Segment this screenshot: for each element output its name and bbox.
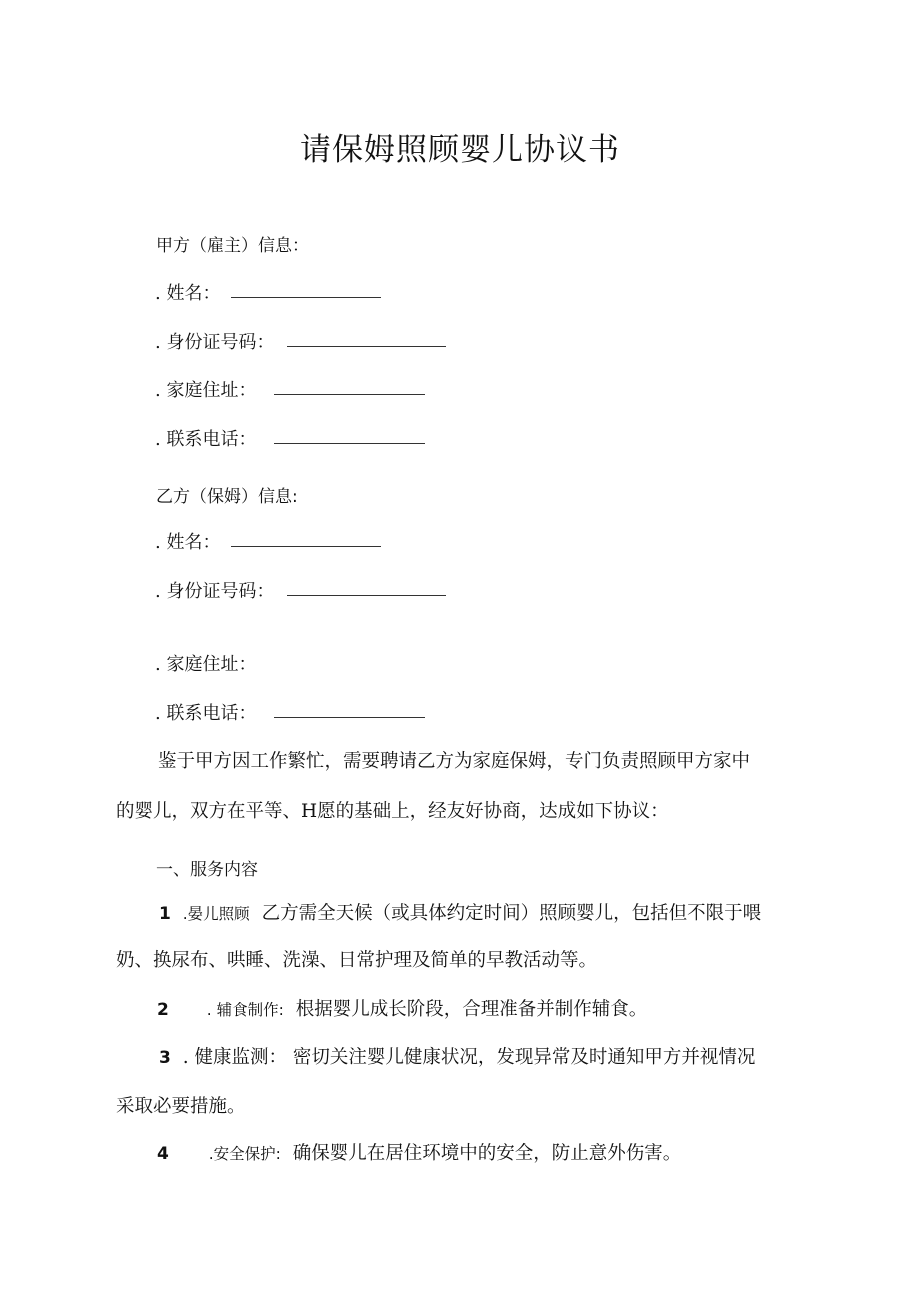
party-a-address-blank[interactable] — [274, 380, 425, 395]
party-b-id-row — [155, 577, 274, 603]
service-item-4 — [157, 1139, 681, 1165]
party-a-name-label: . 姓名： — [155, 283, 221, 304]
item-1-number: 1 — [159, 904, 171, 924]
party-a-address-label: . 家庭住址： — [155, 380, 257, 401]
party-a-name-blank[interactable] — [231, 283, 381, 298]
intro-line-2: 的婴儿，双方在平等、H愿的基础上，经友好协商，达成如下协议： — [116, 801, 669, 822]
party-b-phone-label: . 联系电话： — [155, 703, 257, 724]
item-3-text-cont: 采取必要措施。 — [116, 1096, 246, 1117]
service-item-3 — [159, 1043, 755, 1069]
party-b-name-label: . 姓名： — [155, 532, 221, 553]
party-a-name-row — [155, 279, 220, 305]
party-a-address-row — [155, 376, 256, 402]
section-1-heading: 一、服务内容 — [156, 860, 258, 880]
item-3-tag: . 健康监测： — [182, 1047, 287, 1068]
item-1-tag: .晏儿照顾 — [182, 905, 250, 923]
party-b-name-blank[interactable] — [231, 532, 381, 547]
document-title: 请保姆照顾婴儿协议书 — [300, 132, 620, 168]
party-b-phone-row — [155, 699, 256, 725]
item-1-text: 乙方需全天候（或具体约定时间）照顾婴儿，包括但不限于喂 — [261, 903, 762, 924]
item-2-number: 2 — [157, 1000, 169, 1020]
item-3-text: 密切关注婴儿健康状况，发现异常及时通知甲方并视情况 — [292, 1047, 756, 1068]
party-a-heading: 甲方（雇主）信息： — [156, 236, 309, 256]
party-b-id-blank[interactable] — [287, 581, 446, 596]
item-2-text: 根据婴儿成长阶段，合理准备并制作辅食。 — [295, 999, 648, 1020]
item-4-text: 确保婴儿在居住环境中的安全，防止意外伤害。 — [292, 1143, 682, 1164]
item-1-text-cont: 奶、换尿布、哄睡、洗澡、日常护理及简单的早教活动等。 — [116, 950, 598, 971]
party-a-id-blank[interactable] — [287, 332, 446, 347]
service-item-2 — [157, 995, 647, 1021]
party-a-phone-label: . 联系电话： — [155, 429, 257, 450]
party-b-name-row — [155, 528, 220, 554]
party-a-id-label: . 身份证号码： — [155, 332, 275, 353]
item-4-number: 4 — [157, 1144, 169, 1164]
party-a-phone-blank[interactable] — [274, 429, 425, 444]
party-b-heading: 乙方（保姆）信息: — [156, 487, 298, 507]
item-4-tag: .安全保护: — [208, 1145, 281, 1163]
party-b-id-label: . 身份证号码： — [155, 581, 275, 602]
item-3-number: 3 — [159, 1048, 171, 1068]
party-a-id-row — [155, 328, 274, 354]
service-item-1 — [159, 899, 761, 925]
party-b-phone-blank[interactable] — [274, 703, 425, 718]
party-b-address-row — [155, 650, 256, 676]
intro-line-1: 鉴于甲方因工作繁忙，需要聘请乙方为家庭保姆，专门负责照顾甲方家中 — [158, 751, 751, 772]
party-b-address-label: . 家庭住址： — [155, 654, 257, 675]
item-2-tag: . 辅食制作: — [206, 1001, 284, 1019]
party-a-phone-row — [155, 425, 256, 451]
